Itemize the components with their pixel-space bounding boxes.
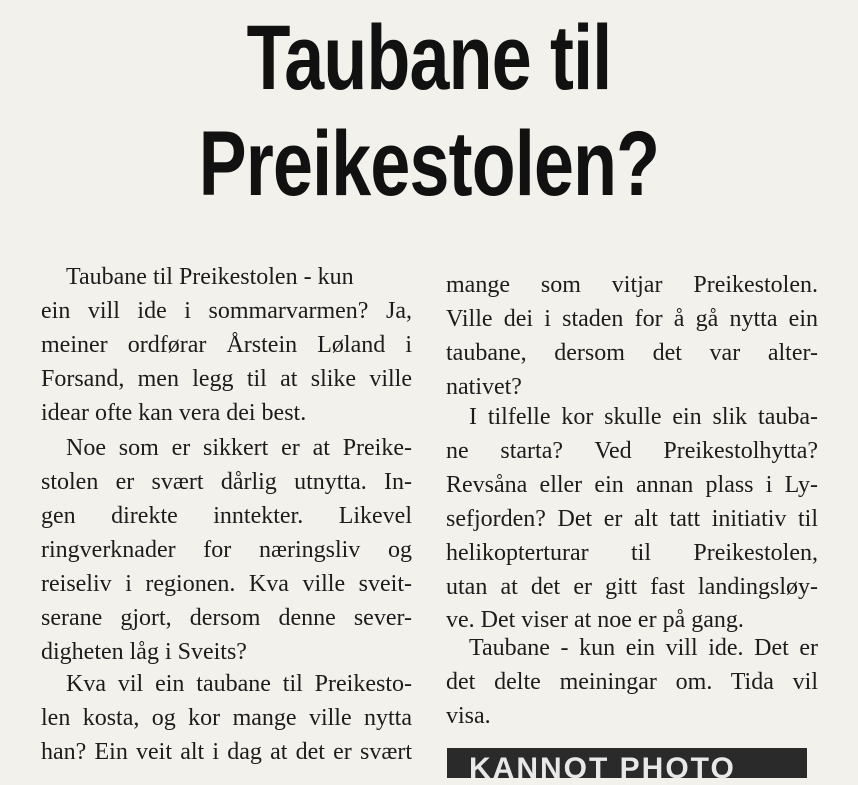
body-line: ne starta? Ved Preikestolhytta? [446, 438, 818, 464]
body-line: Kva vil ein taubane til Preikesto- [66, 671, 412, 697]
body-line: nativet? [446, 374, 522, 400]
body-line: Revsåna eller ein annan plass i Ly- [446, 472, 818, 498]
body-line: ein vill ide i sommarvarmen? Ja, [41, 298, 412, 324]
body-line: mange som vitjar Preikestolen. [446, 272, 818, 298]
body-line: helikopterturar til Preikestolen, [446, 540, 818, 566]
body-line: len kosta, og kor mange ville nytta [41, 705, 412, 731]
headline-line-1: Taubane til [246, 7, 612, 109]
photo-credit-text: KANNOT PHOTO [469, 752, 736, 785]
body-line: digheten låg i Sveits? [41, 639, 247, 665]
photo-credit-banner [447, 748, 807, 785]
body-line: utan at det er gitt fast landingsløy- [446, 574, 818, 600]
body-line: Taubane - kun ein vill ide. Det er [469, 635, 818, 661]
body-line: idear ofte kan vera dei best. [41, 400, 307, 426]
body-line: reiseliv i regionen. Kva ville sveit- [41, 571, 412, 597]
body-line: ringverknader for næringsliv og [41, 537, 412, 563]
body-line: serane gjort, dersom denne sever- [41, 605, 412, 631]
body-line: taubane, dersom det var alter- [446, 340, 818, 366]
body-line: det delte meiningar om. Tida vil [446, 669, 818, 695]
body-line: ve. Det viser at noe er på gang. [446, 607, 744, 633]
body-line: Taubane til Preikestolen - kun [66, 264, 354, 290]
body-line: I tilfelle kor skulle ein slik tauba- [469, 404, 818, 430]
body-line: Ville dei i staden for å gå nytta ein [446, 306, 818, 332]
body-line: han? Ein veit alt i dag at det er svært [41, 739, 412, 765]
body-line: sefjorden? Det er alt tatt initiativ til [446, 506, 818, 532]
body-line: stolen er svært dårlig utnytta. In- [41, 469, 412, 495]
headline-line-2: Preikestolen? [198, 113, 660, 215]
body-line: gen direkte inntekter. Likevel [41, 503, 412, 529]
body-line: visa. [446, 703, 491, 729]
body-line: Noe som er sikkert er at Preike- [66, 435, 412, 461]
body-line: meiner ordførar Årstein Løland i [41, 332, 412, 358]
body-line: Forsand, men legg til at slike ville [41, 366, 412, 392]
